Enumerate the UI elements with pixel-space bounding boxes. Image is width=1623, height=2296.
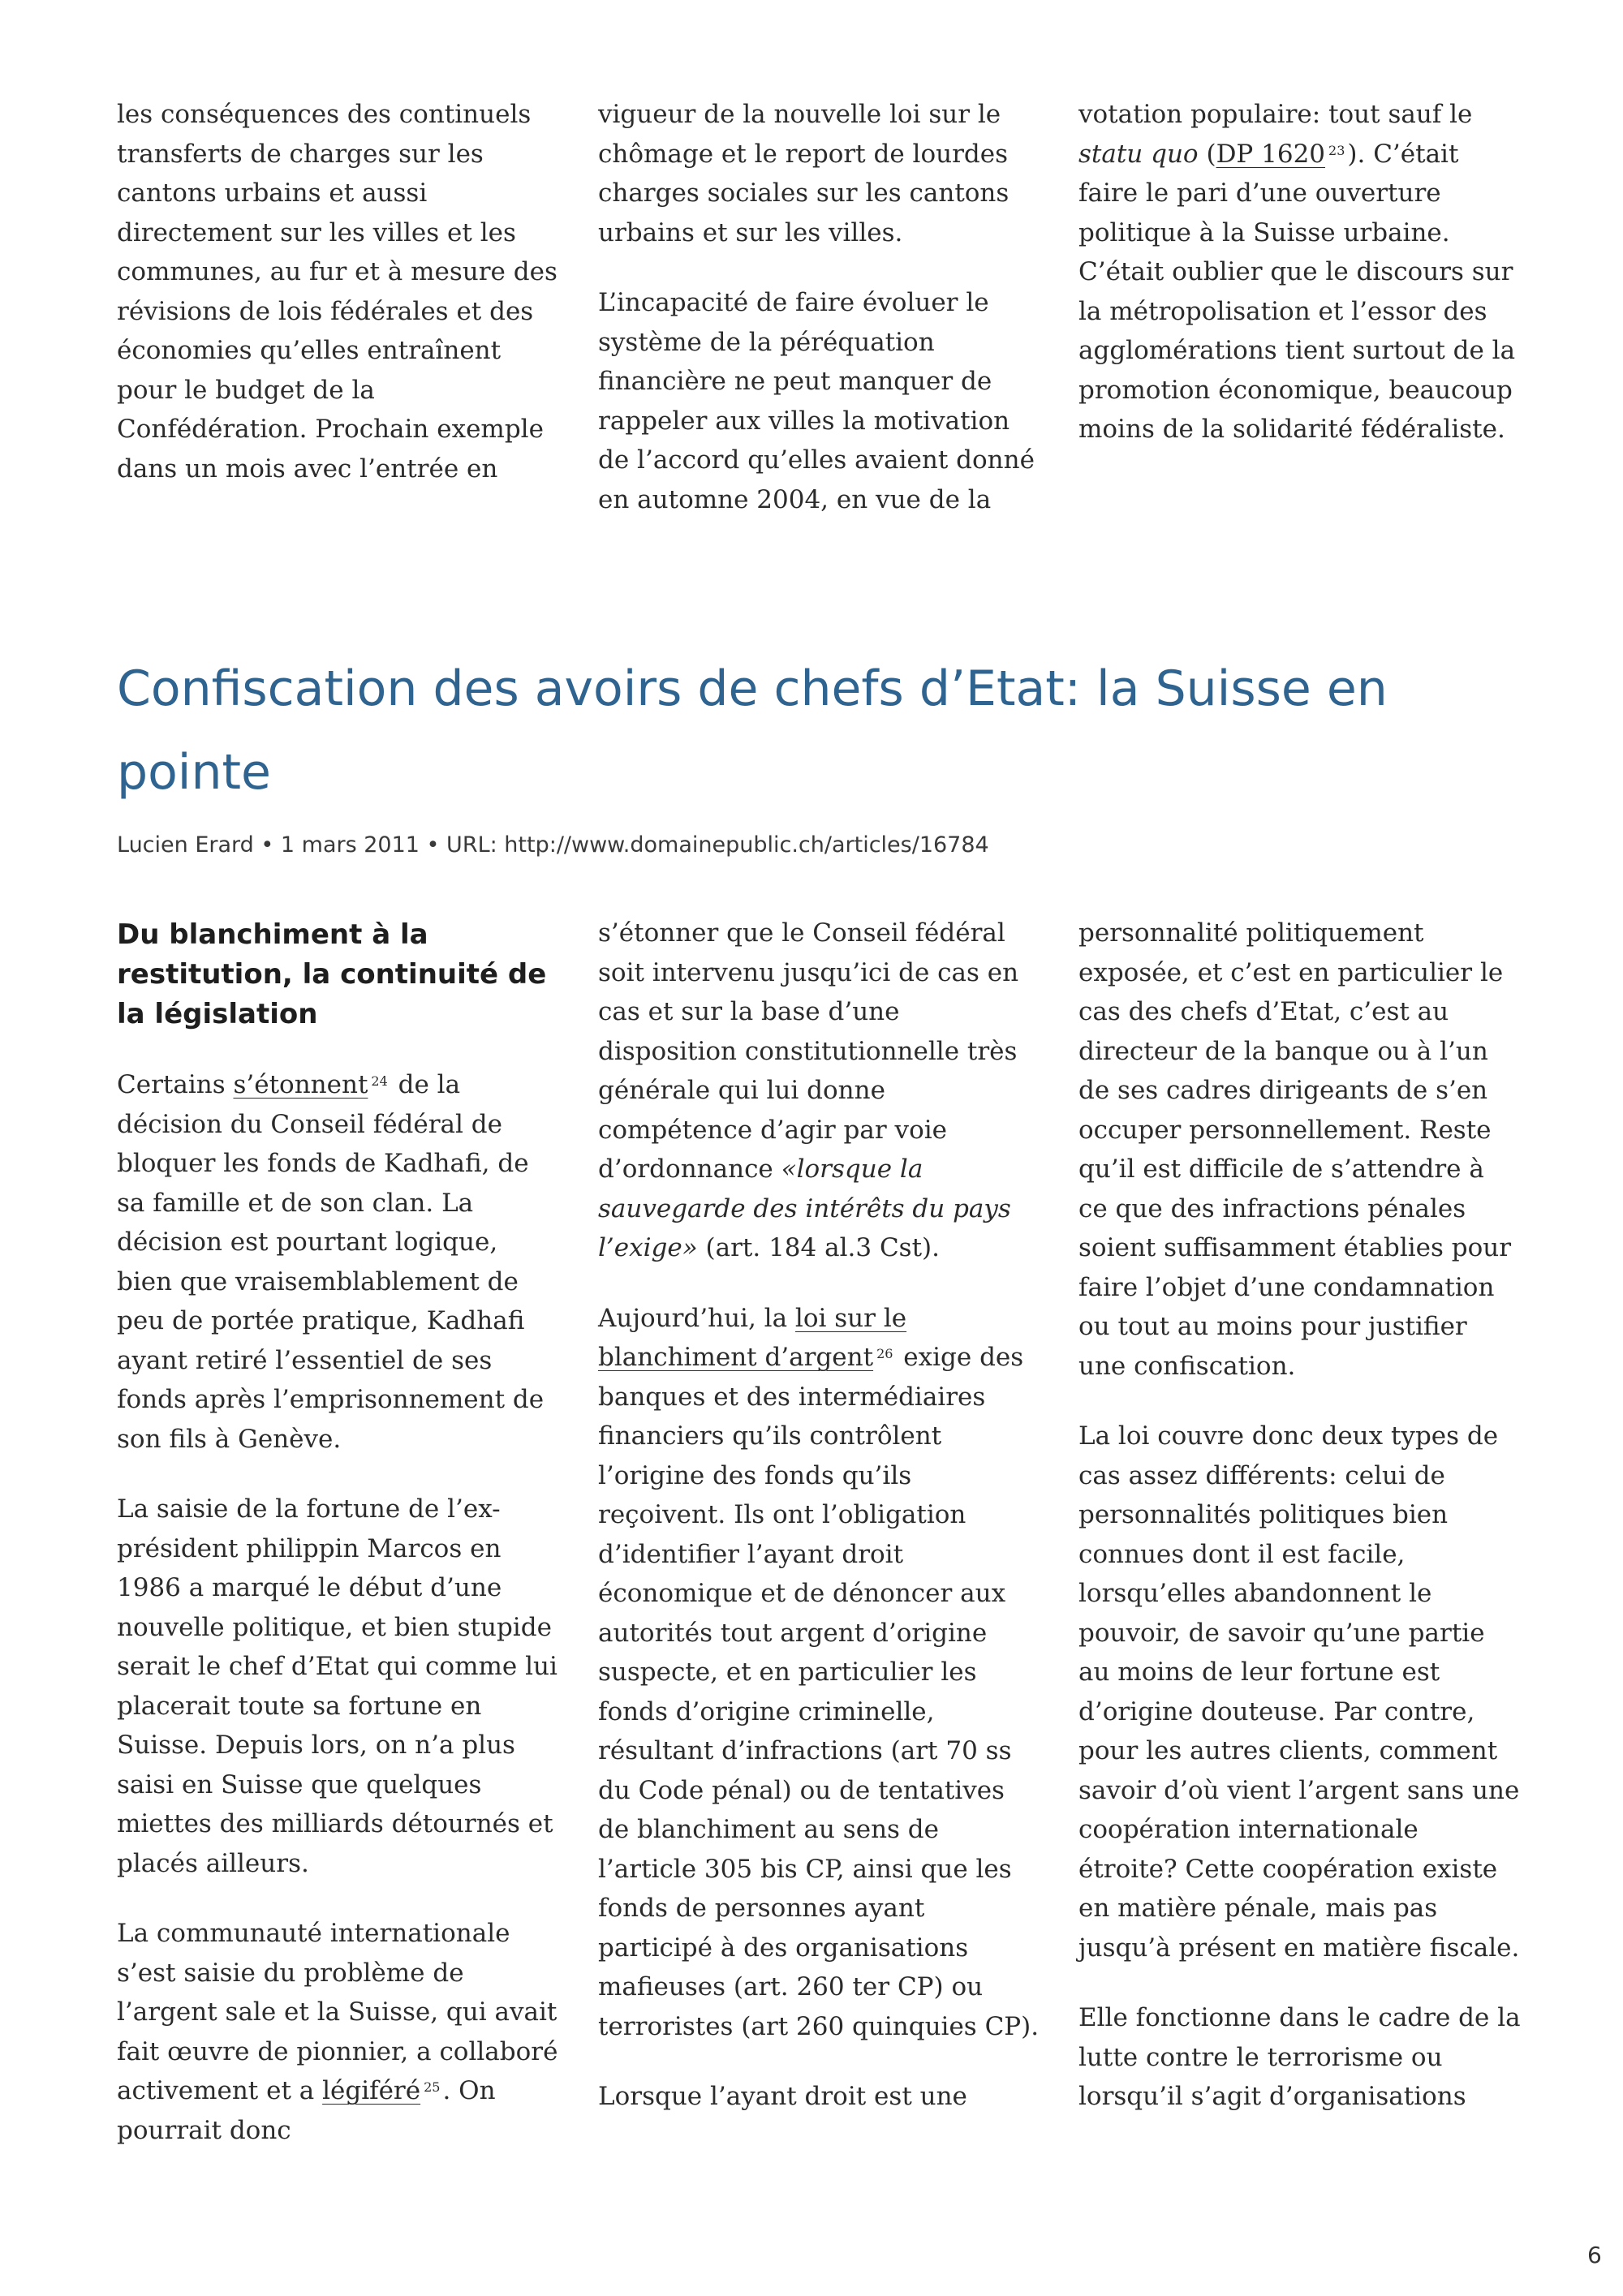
article-byline: Lucien Erard • 1 mars 2011 • URL: http://www.domainepublic.ch/articles/16784 [117, 832, 989, 858]
paragraph: votation populaire: tout sauf le statu quo (DP 1620 $^{23}$). C’était faire le pari d’une ouverture politique à la Suisse urbaine. C’était oublier que le discours sur la métropolisation et l’essor des agglomérations tient surtout de la promotion économique, beaucoup moins de la solidarité fédéraliste. [1078, 100, 1516, 444]
footnote-ref: 26 [876, 1346, 893, 1361]
section-subheading: Du blanchiment à la restitution, la continuité de la législation [117, 918, 547, 1030]
paragraph: Elle fonctionne dans le cadre de la lutte contre le terrorisme ou lorsqu’il s’agit d’organisations [1078, 2003, 1521, 2111]
continued-column-3 [1078, 95, 1521, 449]
page-number: 6 [1587, 2242, 1602, 2268]
paragraph: les conséquences des continuels transferts de charges sur les cantons urbains et aussi directement sur les villes et les communes, au fur et à mesure des révisions de lois fédérales et des économies qu’elles entraînent pour le budget de la Confédération. Prochain exemple dans un mois avec l’entrée en [117, 100, 558, 484]
continued-column-1 [117, 95, 559, 488]
italic-quote: «lorsque la sauvegarde des intérêts du pays l’exige» [598, 1154, 1011, 1262]
continued-column-2 [598, 95, 1040, 519]
paragraph: L’incapacité de faire évoluer le système de la péréquation financière ne peut manquer de rappeler aux villes la motivation de l’accord qu’elles avaient donné en automne 2004, en vue de la [598, 288, 1035, 514]
paragraph: La saisie de la fortune de l’ex-président philippin Marcos en 1986 a marqué le début d’une nouvelle politique, et bien stupide serait le chef d’Etat qui comme lui placerait toute sa fortune en Suisse. Depuis lors, on n’a plus saisi en Suisse que quelques miettes des milliards détournés et placés ailleurs. [117, 1494, 558, 1878]
paragraph: Certains s’étonnent $^{24}$ de la décision du Conseil fédéral de bloquer les fonds de Kadhafi, de sa famille et de son clan. La décision est pourtant logique, bien que vraisemblablement de peu de portée pratique, Kadhafi ayant retiré l’essentiel de ses fonds après l’emprisonnement de son fils à Genève. [117, 1070, 545, 1454]
dp-1620-link[interactable]: DP 1620 [1216, 139, 1326, 169]
paragraph: s’étonner que le Conseil fédéral soit intervenu jusqu’ici de cas en cas et sur la base d’une disposition constitutionnelle très générale qui lui donne compétence d’agir par voie d’ordonnance «lorsque la sauvegarde des intérêts du pays l’exige» (art. 184 al.3 Cst). [598, 918, 1019, 1262]
footnote-ref: 25 [424, 2079, 441, 2095]
paragraph: La loi couvre donc deux types de cas assez différents: celui de personnalités politiques bien connues dont il est facile, lorsqu’elles abandonnent le pouvoir, de savoir qu’une partie au moins de leur fortune est d’origine douteuse. Par contre, pour les autres clients, comment savoir d’où vient l’argent sans une coopération internationale étroite? Cette coopération existe en matière pénale, mais pas jusqu’à présent en matière fiscale. [1078, 1421, 1520, 1963]
setonnent-link[interactable]: s’étonnent [233, 1070, 368, 1099]
loi-blanchiment-link[interactable]: loi sur le blanchiment d’argent [598, 1303, 907, 1372]
footnote-ref: 24 [371, 1073, 388, 1089]
paragraph: personnalité politiquement exposée, et c’est en particulier le cas des chefs d’Etat, c’est au directeur de la banque ou à l’un de ses cadres dirigeants de s’en occuper personnellement. Reste qu’il est difficile de s’attendre à ce que des infractions pénales soient suffisamment établies pour faire l’objet d’une condamnation ou tout au moins pour justifier une confiscation. [1078, 918, 1512, 1381]
article-title: Confiscation des avoirs de chefs d’Etat: la Suisse en pointe [117, 660, 1388, 801]
footnote-ref: 23 [1328, 142, 1345, 158]
article-column-3 [1078, 914, 1521, 2117]
paragraph: vigueur de la nouvelle loi sur le chômage et le report de lourdes charges sociales sur les cantons urbains et sur les villes. [598, 100, 1010, 247]
italic-phrase: statu quo [1078, 139, 1199, 169]
paragraph: Aujourd’hui, la loi sur le blanchiment d’argent $^{26}$ exige des banques et des intermédiaires financiers qu’ils contrôlent l’origine des fonds qu’ils reçoivent. Ils ont l’obligation d’identifier l’ayant droit économique et de dénoncer aux autorités tout argent d’origine suspecte, et en particulier les fonds d’origine criminelle, résultant d’infractions (art 70 ss du Code pénal) ou de tentatives de blanchiment au sens de l’article 305 bis CP, ainsi que les fonds de personnes ayant participé à des organisations mafieuses (art. 260 ter CP) ou terroristes (art 260 quinquies CP). [598, 1303, 1040, 2041]
paragraph: La communauté internationale s’est saisie du problème de l’argent sale et la Suisse, qui avait fait œuvre de pionnier, a collaboré activement et a légiféré $^{25}$. On pourrait donc [117, 1919, 558, 2145]
paragraph: Lorsque l’ayant droit est une [598, 2082, 967, 2111]
article-column-2 [598, 914, 1040, 2117]
legifere-link[interactable]: légiféré [322, 2076, 421, 2105]
article-column-1 [117, 914, 559, 2150]
